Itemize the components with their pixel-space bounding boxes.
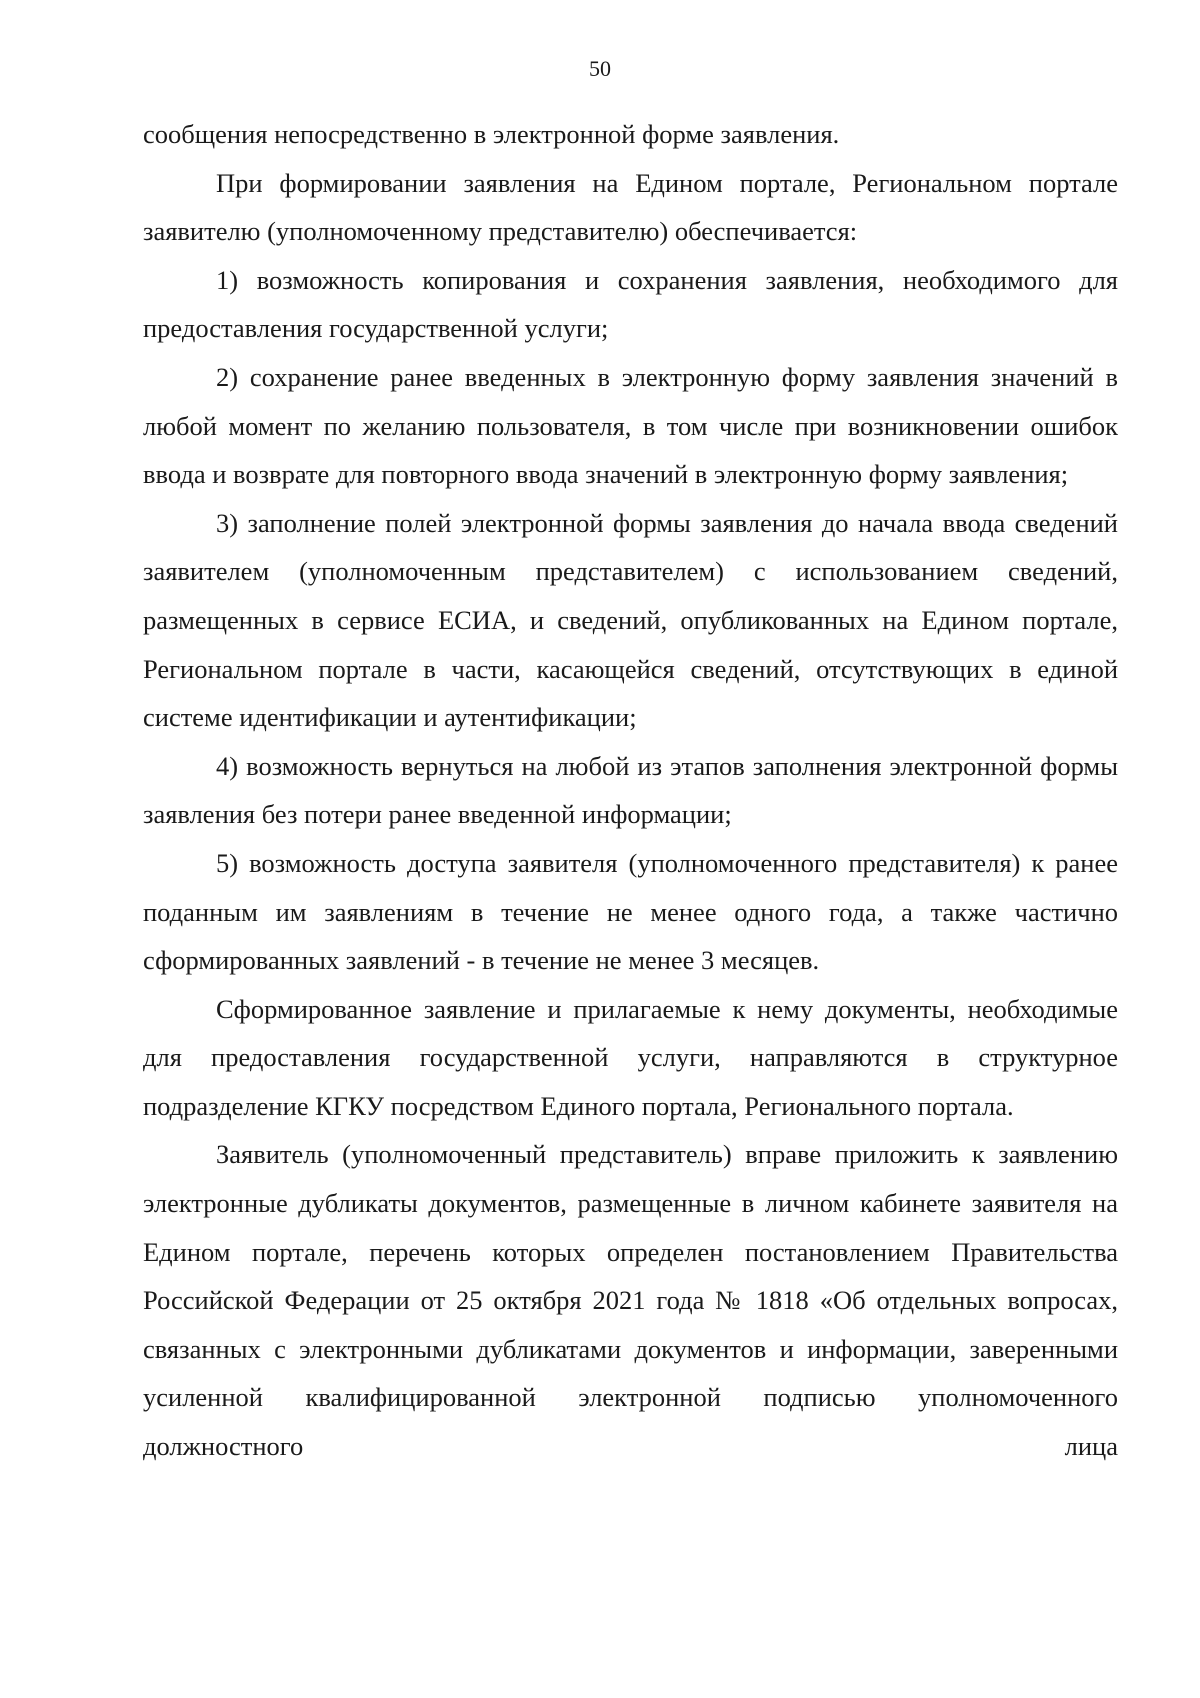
paragraph-item-4: 4) возможность вернуться на любой из этапов заполнения электронной формы заявления без потери ранее введенной информации;: [143, 750, 1118, 830]
document-body: [143, 110, 1118, 1471]
paragraph-item-1: 1) возможность копирования и сохранения заявления, необходимого для предоставления государственной услуги;: [143, 264, 1118, 344]
page-number: 50: [589, 56, 611, 81]
paragraph-item-2: 2) сохранение ранее введенных в электронную форму заявления значений в любой момент по желанию пользователя, в том числе при возникновении ошибок ввода и возврате для повторного ввода значений в электронную форму заявления;: [143, 361, 1118, 490]
paragraph-item-3: 3) заполнение полей электронной формы заявления до начала ввода сведений заявителем (уполномоченным представителем) с использованием сведений, размещенных в сервисе ЕСИА, и сведений, опубликованных на Едином портале, Региональном портале в части, касающейся сведений, отсутствующих в единой системе идентификации и аутентификации;: [143, 507, 1118, 733]
paragraph-portal-intro: При формировании заявления на Едином портале, Региональном портале заявителю (уполномоченному представителю) обеспечивается:: [143, 167, 1118, 247]
paragraph-item-5: 5) возможность доступа заявителя (уполномоченного представителя) к ранее поданным им заявлениям в течение не менее одного года, а также частично сформированных заявлений - в течение не менее 3 месяцев.: [143, 847, 1118, 976]
paragraph-continuation: сообщения непосредственно в электронной форме заявления.: [143, 119, 840, 149]
paragraph-submission: Сформированное заявление и прилагаемые к нему документы, необходимые для предоставления государственной услуги, направляются в структурное подразделение КГКУ посредством Единого портала, Регионального портала.: [143, 993, 1118, 1121]
paragraph-duplicates: Заявитель (уполномоченный представитель) вправе приложить к заявлению электронные дубликаты документов, размещенные в личном кабинете заявителя на Едином портале, перечень которых определен постановлением Правительства Российской Федерации от 25 октября 2021 года № 1818 «Об отдельных вопросах, связанных с электронными дубликатами документов и информации, заверенными усиленной квалифицированной электронной подписью уполномоченного должностного лица: [143, 1139, 1118, 1462]
